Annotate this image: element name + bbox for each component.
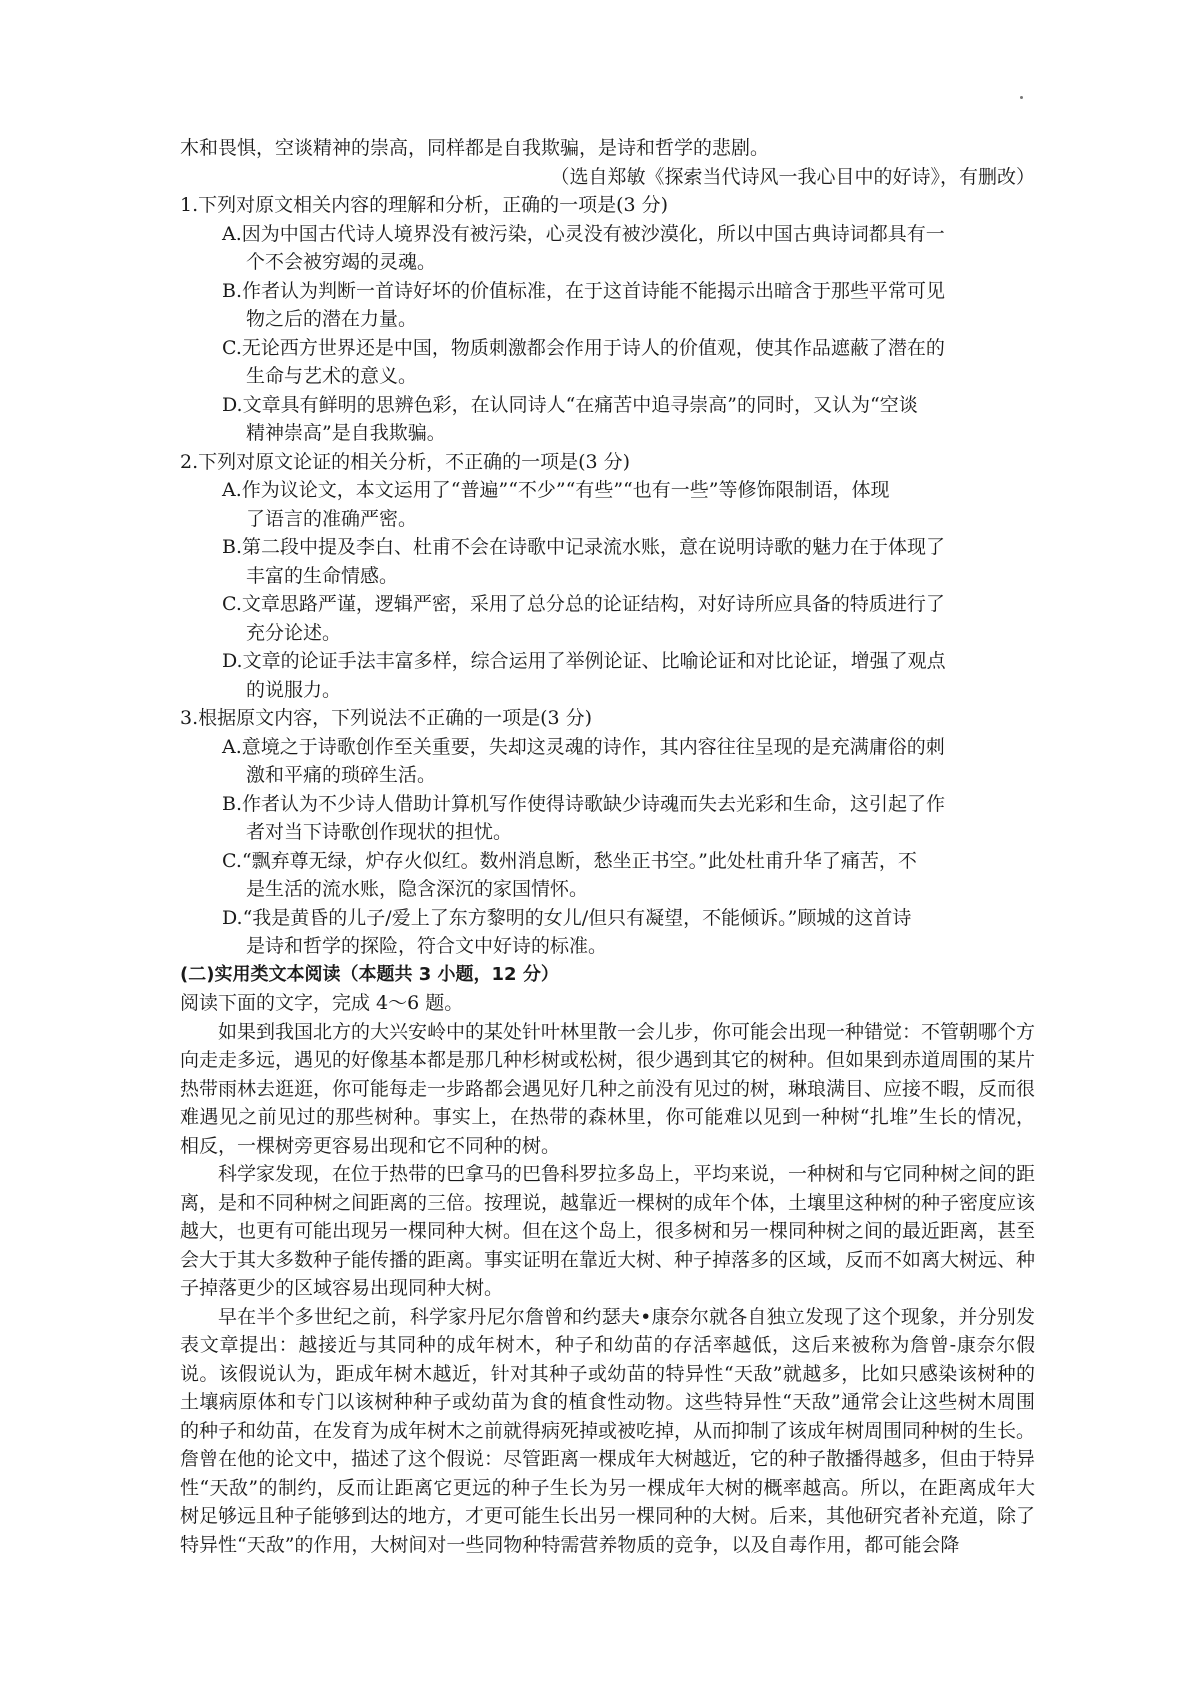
- option-line: 是生活的流水账，隐含深沉的家国情怀。: [246, 878, 589, 900]
- section-heading: (二)实用类文本阅读（本题共 3 小题，12 分）: [180, 963, 559, 985]
- reading-instruction: 阅读下面的文字，完成 4～6 题。: [180, 992, 464, 1014]
- exam-page: [180, 134, 1035, 1559]
- option-line: A.因为中国古代诗人境界没有被污染，心灵没有被沙漠化，所以中国古典诗词都具有一: [222, 222, 945, 245]
- option-line: B.作者认为判断一首诗好坏的价值标准，在于这首诗能不能揭示出暗含于那些平常可见: [222, 279, 946, 302]
- option-line: 精神崇高”是自我欺骗。: [246, 422, 446, 444]
- option-line: 丰富的生命情感。: [246, 564, 399, 587]
- option-line: B.作者认为不少诗人借助计算机写作使得诗歌缺少诗魂而失去光彩和生命，这引起了作: [222, 792, 946, 815]
- option-line: C.文章思路严谨，逻辑严密，采用了总分总的论证结构，对好诗所应具备的特质进行了: [222, 593, 945, 615]
- option-line: 了语言的准确严密。: [246, 507, 418, 530]
- option-line: 者对当下诗歌创作现状的担忧。: [246, 821, 513, 843]
- option-line: 物之后的潜在力量。: [246, 308, 418, 330]
- option-line: C.“飘弃尊无绿，炉存火似红。数州消息断，愁坐正书空。”此处杜甫升华了痛苦，不: [222, 849, 917, 872]
- question-stem: 3.根据原文内容，下列说法不正确的一项是(3 分): [180, 707, 593, 729]
- question-stem: 1.下列对原文相关内容的理解和分析，正确的一项是(3 分): [180, 194, 669, 216]
- option-line: D.文章具有鲜明的思辨色彩，在认同诗人“在痛苦中追寻崇高”的同时，又认为“空谈: [222, 393, 918, 416]
- option-line: 充分论述。: [246, 621, 342, 644]
- reading-passage: [180, 1018, 1035, 1560]
- option-line: 个不会被穷竭的灵魂。: [246, 251, 437, 273]
- option-line: 是诗和哲学的探险，符合文中好诗的标准。: [246, 935, 608, 957]
- option-line: A.意境之于诗歌创作至关重要，失却这灵魂的诗作，其内容往往呈现的是充满庸俗的刺: [222, 735, 945, 758]
- source-citation: （选自郑敏《探索当代诗风一我心目中的好诗》，有删改）: [550, 165, 1035, 188]
- passage-paragraph: 早在半个多世纪之前，科学家丹尼尔詹曾和约瑟夫•康奈尔就各自独立发现了这个现象，并分别发表文章提出：越接近与其同种的成年树木，种子和幼苗的存活率越低，这后来被称为詹曾-康奈尔假说。该假说认为，距成年树木越近，针对其种子或幼苗的特异性“天敌”就越多，比如只感染该树种的土壤病原体和专门以该树种种子或幼苗为食的植食性动物。这些特异性“天敌”通常会让这些树木周围的种子和幼苗，在发育为成年树木之前就得病死掉或被吃掉，从而抑制了该成年树周围同种树的生长。詹曾在他的论文中，描述了这个假说：尽管距离一棵成年大树越近，它的种子散播得越多，但由于特异性“天敌”的制约，反而让距离它更远的种子生长为另一棵成年大树的概率越高。所以，在距离成年大树足够远且种子能够到达的地方，才更可能生长出另一棵同种的大树。后来，其他研究者补充道，除了特异性“天敌”的作用，大树间对一些同物种特需营养物质的竞争，以及自毒作用，都可能会降: [180, 1305, 1036, 1556]
- option-line: 的说服力。: [246, 678, 342, 701]
- option-line: 激和平痛的琐碎生活。: [246, 764, 437, 786]
- option-line: D.文章的论证手法丰富多样，综合运用了举例论证、比喻论证和对比论证，增强了观点: [222, 650, 946, 672]
- question-stem: 2.下列对原文论证的相关分析，不正确的一项是(3 分): [180, 450, 631, 473]
- passage-paragraph: 如果到我国北方的大兴安岭中的某处针叶林里散一会儿步，你可能会出现一种错觉：不管朝哪个方向走走多远，遇见的好像基本都是那几种杉树或松树，很少遇到其它的树种。但如果到赤道周围的某片热带雨林去逛逛，你可能每走一步路都会遇见好几种之前没有见过的树，琳琅满目、应接不暇，反而很难遇见之前见过的那些树种。事实上，在热带的森林里，你可能难以见到一种树“扎堆”生长的情况，相反，一棵树旁更容易出现和它不同种的树。: [180, 1020, 1036, 1157]
- passage-paragraph: 科学家发现，在位于热带的巴拿马的巴鲁科罗拉多岛上，平均来说，一种树和与它同种树之间的距离，是和不同种树之间距离的三倍。按理说，越靠近一棵树的成年个体，土壤里这种树的种子密度应该越大，也更有可能出现另一棵同种大树。但在这个岛上，很多树和另一棵同种树之间的最近距离，甚至会大于其大多数种子能传播的距离。事实证明在靠近大树、种子掉落多的区域，反而不如离大树远、种子掉落更少的区域容易出现同种大树。: [180, 1163, 1036, 1299]
- option-line: C.无论西方世界还是中国，物质刺激都会作用于诗人的价值观，使其作品遮蔽了潜在的: [222, 336, 945, 359]
- option-line: A.作为议论文，本文运用了“普遍”“不少”“有些”“也有一些”等修饰限制语，体现: [222, 479, 890, 501]
- question-list: [180, 191, 1035, 961]
- opening-line: 木和畏惧，空谈精神的崇高，同样都是自我欺骗，是诗和哲学的悲剧。: [180, 137, 770, 159]
- option-line: B.第二段中提及李白、杜甫不会在诗歌中记录流水账，意在说明诗歌的魅力在于体现了: [222, 536, 946, 558]
- scan-speck: [1020, 96, 1023, 99]
- option-line: 生命与艺术的意义。: [246, 365, 418, 387]
- option-line: D.“我是黄昏的儿子/爱上了东方黎明的女儿/但只有凝望，不能倾诉。”顾城的这首诗: [222, 906, 912, 929]
